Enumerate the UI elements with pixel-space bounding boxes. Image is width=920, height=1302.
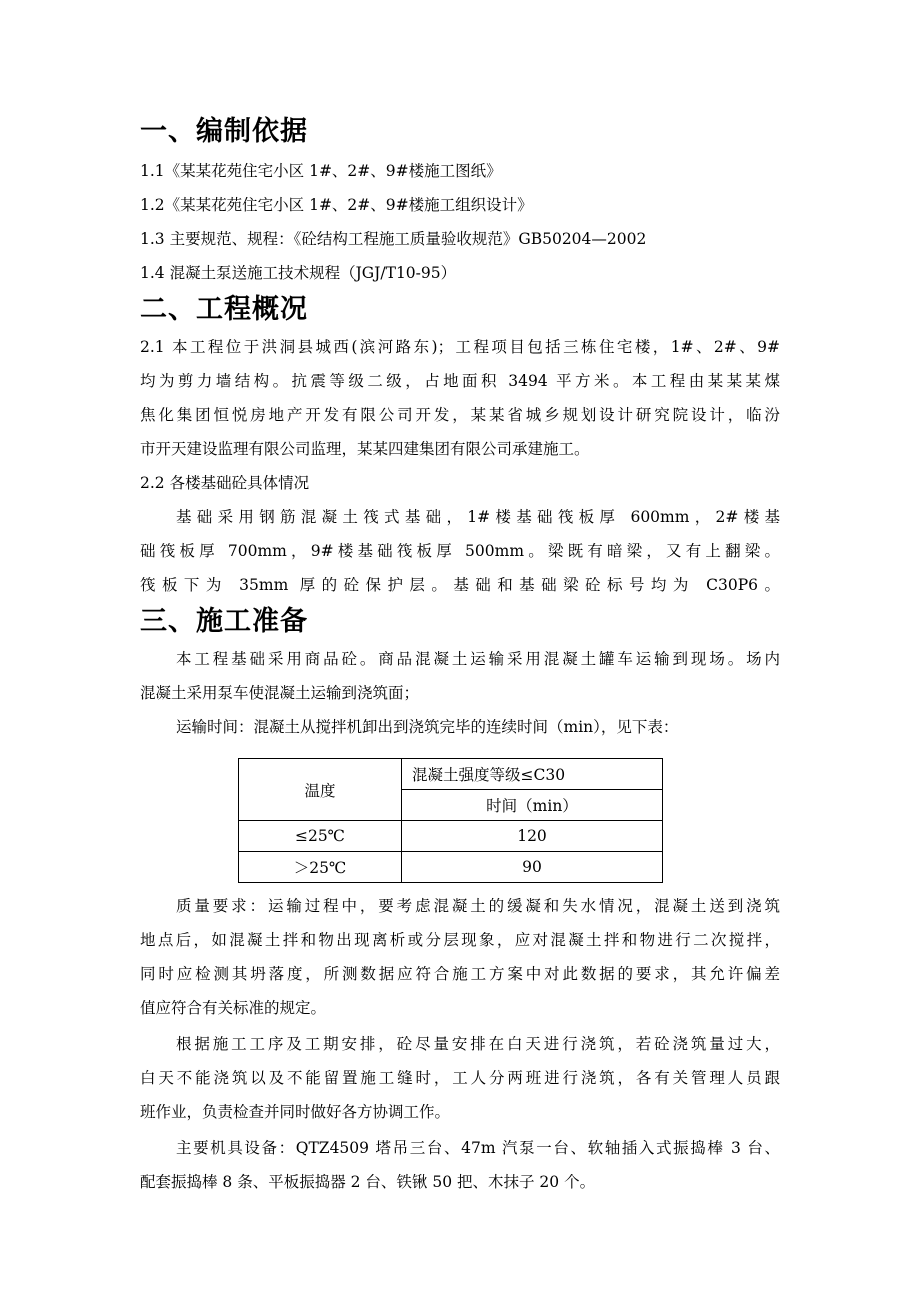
project-overview-paragraph xyxy=(140,330,780,466)
text-line: 质量要求：运输过程中，要考虑混凝土的缓凝和失水情况，混凝土送到浇筑 xyxy=(176,897,780,915)
temp-cell: ＞25℃ xyxy=(239,852,402,883)
foundation-paragraph xyxy=(140,500,780,602)
text-line: 主要机具设备：QTZ4509 塔吊三台、47m 汽泵一台、软轴插入式振捣棒 3 台、 xyxy=(176,1139,780,1157)
text-line: 基础采用钢筋混凝土筏式基础，1#楼基础筏板厚 600mm，2#楼基 xyxy=(176,508,780,526)
document-page xyxy=(140,112,780,1199)
table-row xyxy=(239,759,663,790)
text-line: 均为剪力墙结构。抗震等级二级，占地面积 3494 平方米。本工程由某某某煤 xyxy=(140,372,780,390)
time-cell: 90 xyxy=(402,852,663,883)
section-2-heading: 二、工程概况 xyxy=(140,294,308,325)
temp-cell: ≤25℃ xyxy=(239,821,402,852)
temperature-header: 温度 xyxy=(239,759,402,821)
transport-time-table xyxy=(238,758,663,883)
basis-item-4: 1.4 混凝土泵送施工技术规程（JGJ/T10-95） xyxy=(140,264,457,282)
text-line: 2.1 本工程位于洪洞县城西(滨河路东)；工程项目包括三栋住宅楼，1#、2#、9# xyxy=(140,338,780,356)
text-line: 地点后，如混凝土拌和物出现离析或分层现象，应对混凝土拌和物进行二次搅拌， xyxy=(140,931,780,949)
grade-header: 混凝土强度等级≤C30 xyxy=(402,759,663,790)
text-line: 根据施工工序及工期安排，砼尽量安排在白天进行浇筑，若砼浇筑量过大， xyxy=(176,1035,780,1053)
concrete-paragraph xyxy=(140,642,780,710)
text-line: 同时应检测其坍落度，所测数据应符合施工方案中对此数据的要求，其允许偏差 xyxy=(140,965,780,983)
text-line: 值应符合有关标准的规定。 xyxy=(140,999,327,1017)
text-line: 焦化集团恒悦房地产开发有限公司开发，某某省城乡规划设计研究院设计，临汾 xyxy=(140,406,780,424)
section-1-heading: 一、编制依据 xyxy=(140,116,308,147)
basis-item-3: 1.3 主要规范、规程：《砼结构工程施工质量验收规范》GB50204—2002 xyxy=(140,230,647,248)
basis-item-2: 1.2《某某花苑住宅小区 1#、2#、9#楼施工组织设计》 xyxy=(140,196,533,214)
section-3-heading: 三、施工准备 xyxy=(140,606,308,637)
text-line: 市开天建设监理有限公司监理，某某四建集团有限公司承建施工。 xyxy=(140,440,590,458)
table-row xyxy=(239,852,663,883)
text-line: 础筏板厚 700mm，9#楼基础筏板厚 500mm。梁既有暗梁，又有上翻梁。 xyxy=(140,542,780,560)
text-line: 白天不能浇筑以及不能留置施工缝时，工人分两班进行浇筑，各有关管理人员跟 xyxy=(140,1069,780,1087)
quality-paragraph xyxy=(140,889,780,1025)
text-line: 配套振捣棒 8 条、平板振捣器 2 台、铁锹 50 把、木抹子 20 个。 xyxy=(140,1173,596,1191)
transport-time-table-wrap xyxy=(238,758,780,883)
equipment-paragraph xyxy=(140,1131,780,1199)
table-row xyxy=(239,821,663,852)
transport-time-text: 运输时间：混凝土从搅拌机卸出到浇筑完毕的连续时间（min），见下表： xyxy=(176,718,679,736)
time-cell: 120 xyxy=(402,821,663,852)
time-header: 时间（min） xyxy=(402,790,663,821)
text-line: 本工程基础采用商品砼。商品混凝土运输采用混凝土罐车运输到现场。场内 xyxy=(176,650,780,668)
text-line: 班作业，负责检查并同时做好各方协调工作。 xyxy=(140,1103,451,1121)
text-line: 筏板下为 35mm 厚的砼保护层。基础和基础梁砼标号均为 C30P6。 xyxy=(140,576,780,594)
schedule-paragraph xyxy=(140,1027,780,1129)
text-line: 混凝土采用泵车使混凝土运输到浇筑面； xyxy=(140,684,420,702)
basis-item-1: 1.1《某某花苑住宅小区 1#、2#、9#楼施工图纸》 xyxy=(140,162,502,180)
subsection-2-2-title: 2.2 各楼基础砼具体情况 xyxy=(140,474,310,492)
